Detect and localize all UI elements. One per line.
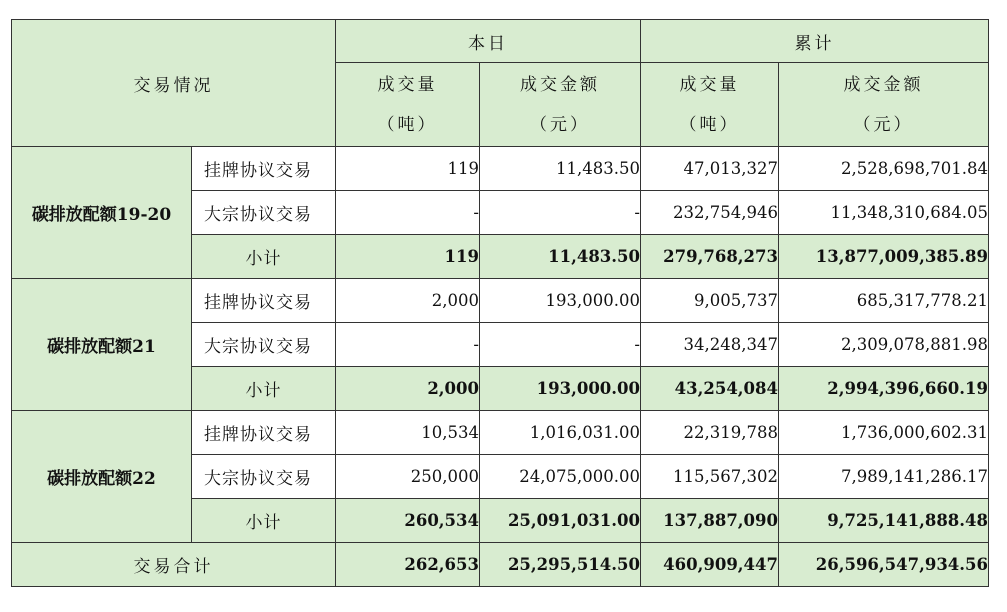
header-cum-volume [641, 63, 779, 147]
today-volume: 2,000 [336, 367, 480, 411]
cum-amount: 1,736,000,602.31 [779, 411, 989, 455]
table-row [12, 411, 989, 455]
today-amount: 24,075,000.00 [480, 455, 641, 499]
header-cum-amount-unit: （元） [853, 114, 914, 135]
total-cum-amount: 26,596,547,934.56 [779, 543, 989, 587]
trade-type: 大宗协议交易 [192, 323, 336, 367]
trade-type: 挂牌协议交易 [192, 411, 336, 455]
group-name: 碳排放配额21 [12, 279, 192, 411]
cum-volume: 22,319,788 [641, 411, 779, 455]
trade-type: 大宗协议交易 [192, 455, 336, 499]
group-name: 碳排放配额22 [12, 411, 192, 543]
header-today-volume-unit: （吨） [377, 114, 438, 135]
today-volume: 119 [336, 235, 480, 279]
total-cum-volume: 460,909,447 [641, 543, 779, 587]
header-cum-amount [779, 63, 989, 147]
today-amount: 11,483.50 [480, 235, 641, 279]
today-amount: 25,091,031.00 [480, 499, 641, 543]
cum-amount: 11,348,310,684.05 [779, 191, 989, 235]
cum-volume: 34,248,347 [641, 323, 779, 367]
today-volume: 10,534 [336, 411, 480, 455]
group-name: 碳排放配额19-20 [12, 147, 192, 279]
today-volume: 119 [336, 147, 480, 191]
header-today: 本日 [336, 20, 641, 63]
cum-amount: 2,309,078,881.98 [779, 323, 989, 367]
header-cumulative: 累计 [641, 20, 989, 63]
today-volume: 250,000 [336, 455, 480, 499]
today-amount: 11,483.50 [480, 147, 641, 191]
cum-volume: 232,754,946 [641, 191, 779, 235]
cum-amount: 13,877,009,385.89 [779, 235, 989, 279]
cum-volume: 43,254,084 [641, 367, 779, 411]
header-today-volume [336, 63, 480, 147]
today-amount: 193,000.00 [480, 367, 641, 411]
cum-volume: 115,567,302 [641, 455, 779, 499]
trade-type: 挂牌协议交易 [192, 147, 336, 191]
total-today-volume: 262,653 [336, 543, 480, 587]
total-today-amount: 25,295,514.50 [480, 543, 641, 587]
subtotal-label: 小计 [192, 235, 336, 279]
today-amount: - [480, 323, 641, 367]
today-amount: - [480, 191, 641, 235]
cum-amount: 2,994,396,660.19 [779, 367, 989, 411]
today-volume: - [336, 323, 480, 367]
trade-type: 大宗协议交易 [192, 191, 336, 235]
cum-amount: 7,989,141,286.17 [779, 455, 989, 499]
today-volume: 2,000 [336, 279, 480, 323]
total-label: 交易合计 [12, 543, 336, 587]
cum-volume: 137,887,090 [641, 499, 779, 543]
subtotal-label: 小计 [192, 499, 336, 543]
header-trade-status: 交易情况 [12, 20, 336, 147]
cum-amount: 9,725,141,888.48 [779, 499, 989, 543]
header-cum-volume-label: 成交量 [679, 74, 740, 95]
cum-volume: 9,005,737 [641, 279, 779, 323]
header-today-amount [480, 63, 641, 147]
subtotal-label: 小计 [192, 367, 336, 411]
header-today-volume-label: 成交量 [377, 74, 438, 95]
table-row [12, 279, 989, 323]
today-volume: 260,534 [336, 499, 480, 543]
cum-volume: 47,013,327 [641, 147, 779, 191]
cum-amount: 685,317,778.21 [779, 279, 989, 323]
carbon-trading-table [11, 19, 989, 587]
today-amount: 1,016,031.00 [480, 411, 641, 455]
trade-type: 挂牌协议交易 [192, 279, 336, 323]
header-cum-amount-label: 成交金额 [843, 74, 924, 95]
cum-amount: 2,528,698,701.84 [779, 147, 989, 191]
header-cum-volume-unit: （吨） [679, 114, 740, 135]
today-amount: 193,000.00 [480, 279, 641, 323]
table-row [12, 147, 989, 191]
header-today-amount-label: 成交金额 [520, 74, 600, 95]
header-today-amount-unit: （元） [530, 114, 590, 135]
today-volume: - [336, 191, 480, 235]
total-row [12, 543, 989, 587]
cum-volume: 279,768,273 [641, 235, 779, 279]
